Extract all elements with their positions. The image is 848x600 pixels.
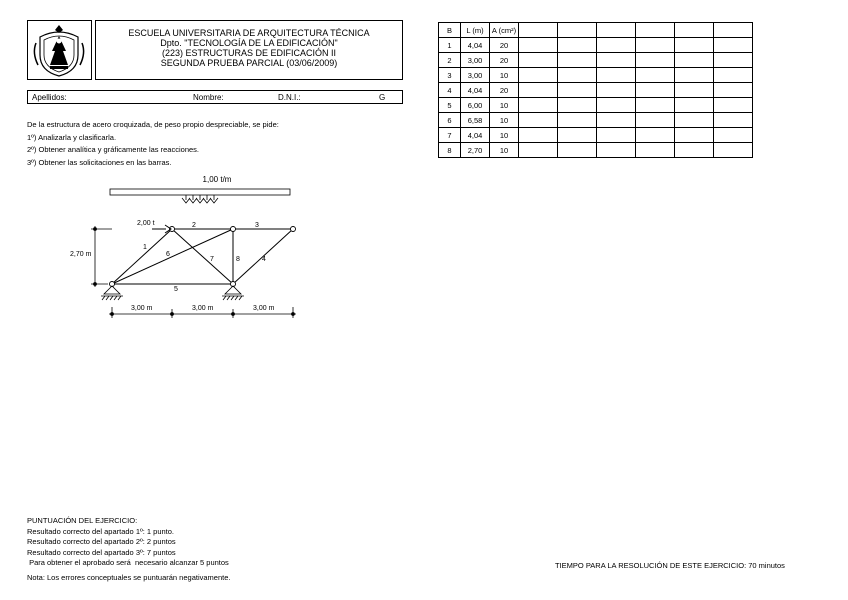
table-cell: 3	[439, 68, 461, 83]
bar-label: 1	[143, 244, 147, 251]
table-cell: 10	[490, 143, 519, 158]
table-cell: 10	[490, 128, 519, 143]
bar-label: 2	[192, 222, 196, 229]
bar-labels	[143, 222, 266, 293]
table-cell: 1	[439, 38, 461, 53]
id-label: D.N.I.:	[278, 93, 301, 102]
scoring-line: Resultado correcto del apartado 1º: 1 punto.	[27, 526, 175, 536]
surname-label: Apellidos:	[32, 93, 67, 102]
table-cell: 6,58	[461, 113, 490, 128]
bar-label: 7	[210, 256, 214, 263]
table-row	[439, 83, 753, 98]
table-cell: 10	[490, 98, 519, 113]
exam-name: SEGUNDA PRUEBA PARCIAL (03/06/2009)	[160, 58, 338, 68]
instruction-item: 1º) Analizarla y clasificarla.	[27, 132, 117, 142]
distributed-load-label: 1,00 t/m	[202, 175, 232, 184]
table-cell: 2,70	[461, 143, 490, 158]
table-header-row	[439, 23, 753, 38]
time-note: TIEMPO PARA LA RESOLUCIÓN DE ESTE EJERCICIO: 70 minutos	[555, 561, 785, 570]
table-header-cell: A (cm²)	[490, 23, 519, 38]
bar-1	[112, 229, 172, 284]
span-labels	[131, 305, 275, 312]
group-label: G	[379, 93, 386, 102]
table-cell: 7	[439, 128, 461, 143]
right-support	[222, 286, 244, 300]
table-cell: 20	[490, 83, 519, 98]
instruction-item: 2º) Obtener analítica y gráficamente las reacciones.	[27, 145, 199, 154]
height-dimension	[91, 226, 112, 287]
scoring-line: Para obtener el aprobado será necesario alcanzar 5 puntos	[27, 558, 229, 567]
table-cell: 4	[439, 83, 461, 98]
left-support	[101, 286, 123, 300]
bar-label: 8	[236, 256, 240, 263]
table-cell: 6	[439, 113, 461, 128]
bar-label: 4	[262, 256, 266, 263]
distributed-load-arrows	[182, 195, 218, 203]
department-name: Dpto. "TECNOLOGÍA DE LA EDIFICACIÓN"	[160, 38, 338, 48]
table-cell: 3,00	[461, 53, 490, 68]
bar-label: 3	[255, 222, 259, 229]
bar-label: 5	[174, 286, 178, 293]
table-row	[439, 113, 753, 128]
instruction-item: 3º) Obtener las solicitaciones en las barras.	[27, 157, 172, 167]
scoring-section	[27, 516, 230, 583]
bars-table	[438, 22, 753, 158]
scoring-title: PUNTUACIÓN DEL EJERCICIO:	[27, 516, 138, 525]
table-cell: 10	[490, 113, 519, 128]
distributed-load-band	[110, 189, 290, 195]
table-cell: 2	[439, 53, 461, 68]
scoring-note: Nota: Los errores conceptuales se puntuarán negativamente.	[27, 572, 231, 582]
name-label: Nombre:	[193, 93, 224, 102]
table-row	[439, 128, 753, 143]
span-label: 3,00 m	[131, 305, 153, 312]
table-row	[439, 143, 753, 158]
table-header-cell: B	[439, 23, 461, 38]
table-row	[439, 98, 753, 113]
table-cell: 4,04	[461, 38, 490, 53]
scoring-line: Resultado correcto del apartado 2º: 2 puntos	[27, 537, 176, 546]
table-header-cell: L (m)	[461, 23, 490, 38]
bar-7	[172, 229, 233, 284]
height-label: 2,70 m	[70, 251, 92, 258]
table-cell: 6,00	[461, 98, 490, 113]
span-label: 3,00 m	[192, 305, 214, 312]
instructions-intro: De la estructura de acero croquizada, de peso propio despreciable, se pide:	[27, 120, 279, 129]
table-cell: 4,04	[461, 83, 490, 98]
table-cell: 20	[490, 38, 519, 53]
point-load-label: 2,00 t	[137, 220, 155, 227]
span-label: 3,00 m	[253, 305, 275, 312]
table-cell: 10	[490, 68, 519, 83]
scoring-line: Resultado correcto del apartado 3º: 7 puntos	[27, 547, 176, 557]
table-row	[439, 53, 753, 68]
table-row	[439, 38, 753, 53]
table-cell: 8	[439, 143, 461, 158]
course-name: (223) ESTRUCTURAS DE EDIFICACIÓN II	[161, 48, 337, 58]
table-cell: 3,00	[461, 68, 490, 83]
table-row	[439, 68, 753, 83]
table-cell: 20	[490, 53, 519, 68]
table-cell: 4,04	[461, 128, 490, 143]
table-cell: 5	[439, 98, 461, 113]
school-name: ESCUELA UNIVERSITARIA DE ARQUITECTURA TÉCNICA	[128, 28, 370, 38]
bar-label: 6	[166, 251, 170, 258]
bar-6	[112, 229, 233, 284]
